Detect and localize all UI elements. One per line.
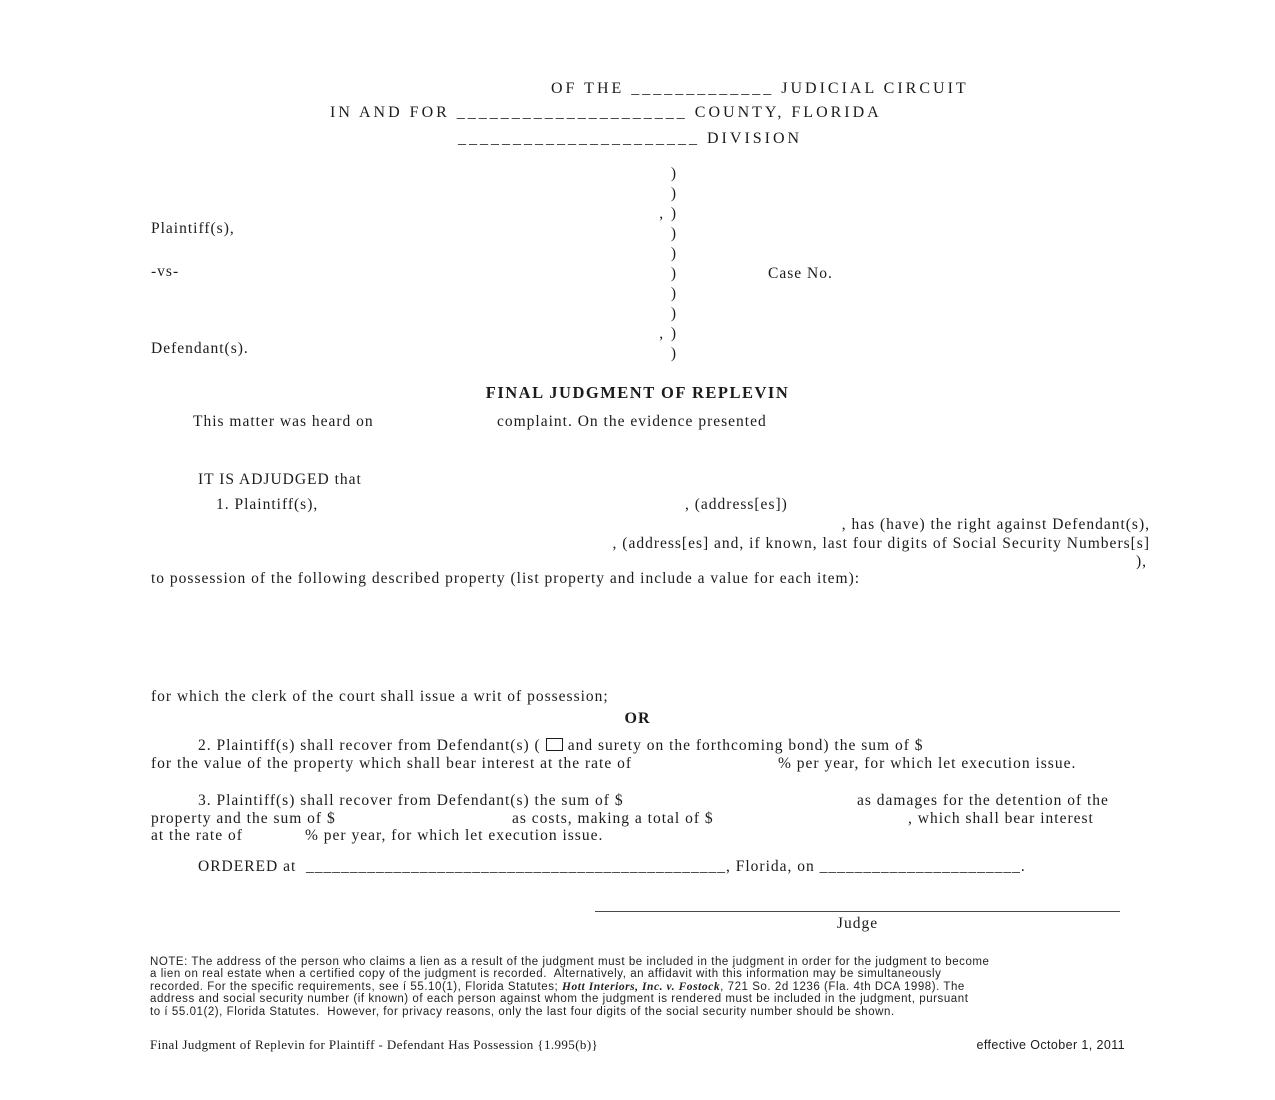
court-county-line: IN AND FOR _____________________ COUNTY, FLORIDA [330,104,882,121]
caption-paren-row: ) [670,345,676,362]
adjudged-line: IT IS ADJUDGED that [198,471,362,488]
para3-line2-a: property and the sum of $ [151,810,336,827]
para3-line2-b: as costs, making a total of $ [512,810,714,827]
caption-paren-row: , ) [659,325,676,342]
note-line-3-post: , 721 So. 2d 1236 (Fla. 4th DCA 1998). The [720,981,965,993]
court-circuit-line: OF THE _____________ JUDICIAL CIRCUIT [551,80,969,97]
defendant-label: Defendant(s). [151,340,249,357]
para3-line2-c: , which shall bear interest [908,810,1094,827]
caption-paren-row: ) [670,165,676,182]
para2-line1 [198,737,923,755]
clerk-line: for which the clerk of the court shall issue a writ of possession; [151,688,609,705]
ordered-line: ORDERED at ________________________________________________, Florida, on _______________________. [198,858,1026,875]
form-title: FINAL JUDGMENT OF REPLEVIN [485,383,790,402]
caption-paren-row: ) [670,225,676,242]
intro-line-part1: This matter was heard on [193,413,374,430]
surety-checkbox[interactable] [546,738,563,751]
para1-ssn-segment: , (address[es] and, if known, last four digits of Social Security Numbers[s] [612,535,1150,552]
para2-line2-post: % per year, for which let execution issue. [778,755,1077,772]
vs-label: -vs- [151,263,180,280]
para1-close-paren: ), [1135,553,1147,570]
case-citation: Hott Interiors, Inc. v. Fostock [561,981,721,993]
case-no-label: Case No. [768,265,833,282]
court-division-line: ______________________ DIVISION [458,130,803,147]
para2-line1-pre: 2. Plaintiff(s) shall recover from Defendant(s) ( [198,737,541,754]
para3-line1-post: as damages for the detention of the [857,792,1109,809]
note-line-2: a lien on real estate when a certified copy of the judgment is recorded. Alternatively, an affidavit with this information may be simultaneously [150,968,942,980]
para2-line1-post: and surety on the forthcoming bond) the sum of $ [567,737,924,754]
note-line-3 [150,981,965,993]
footer-form-name: Final Judgment of Replevin for Plaintiff - Defendant Has Possession {1.995(b)} [150,1037,599,1052]
para1-address-segment: , (address[es]) [685,496,788,513]
plaintiff-label: Plaintiff(s), [151,220,235,237]
caption-paren-row: ) [670,245,676,262]
caption-paren-row: ) [670,305,676,322]
para1-possession-line: to possession of the following described property (list property and include a value for each item): [151,570,861,587]
para3-line3-post: % per year, for which let execution issue. [305,827,604,844]
para3-line3-pre: at the rate of [151,827,243,844]
para1-right-segment: , has (have) the right against Defendant(s), [841,516,1150,533]
para1-number-segment: 1. Plaintiff(s), [216,496,319,513]
caption-paren-row: ) [670,285,676,302]
note-line-5: to í 55.01(2), Florida Statutes. However, for privacy reasons, only the last four digits of the social security number should be shown. [150,1006,895,1018]
or-separator: OR [624,710,651,727]
judge-label: Judge [836,915,879,932]
judge-signature-line [595,911,1120,912]
footer-effective-date: effective October 1, 2011 [976,1038,1125,1052]
caption-paren-row: ) [670,265,676,282]
note-line-3-pre: recorded. For the specific requirements, see í 55.10(1), Florida Statutes; [150,981,562,993]
caption-paren-row: ) [670,185,676,202]
note-line-4: address and social security number (if known) of each person against whom the judgment is rendered must be included in the judgment, pursuant [150,993,969,1005]
note-line-1: NOTE: The address of the person who claims a lien as a result of the judgment must be included in the judgment in order for the judgment to become [150,956,990,968]
intro-line-part2: complaint. On the evidence presented [497,413,767,430]
para2-line2-pre: for the value of the property which shall bear interest at the rate of [151,755,633,772]
para3-line1-pre: 3. Plaintiff(s) shall recover from Defendant(s) the sum of $ [198,792,624,809]
caption-paren-row: , ) [659,205,676,222]
